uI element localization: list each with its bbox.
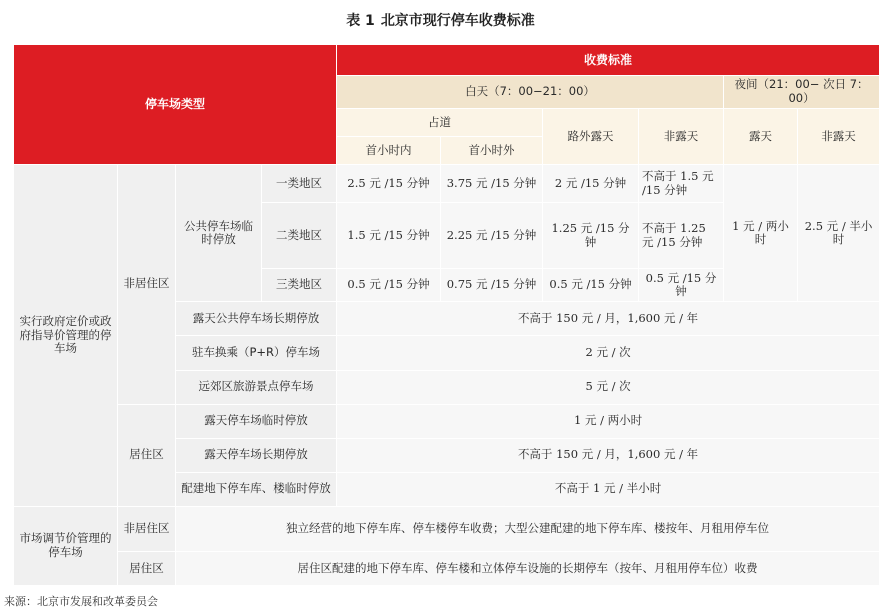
night-open-header: 露天 bbox=[724, 109, 798, 165]
first-hour-in-price: 2.5 元 /15 分钟 bbox=[337, 165, 441, 203]
row-value: 不高于 150 元 / 月，1,600 元 / 年 bbox=[337, 438, 880, 472]
row-label: 远郊区旅游景点停车场 bbox=[176, 370, 337, 404]
row-value: 不高于 1 元 / 半小时 bbox=[337, 472, 880, 506]
first-hour-out-price: 3.75 元 /15 分钟 bbox=[441, 165, 543, 203]
table-caption bbox=[0, 10, 887, 30]
zone-name: 二类地区 bbox=[262, 203, 337, 269]
offroad-open-price: 1.25 元 /15 分钟 bbox=[543, 203, 639, 269]
daytime-header: 白天（7：00−21：00） bbox=[337, 76, 724, 109]
caption-text: 北京市现行停车收费标准 bbox=[380, 13, 535, 29]
row-label: 露天停车场长期停放 bbox=[176, 438, 337, 472]
row-label: 露天停车场临时停放 bbox=[176, 404, 337, 438]
night-open-price: 1 元 / 两小时 bbox=[724, 165, 798, 302]
row-value: 1 元 / 两小时 bbox=[337, 404, 880, 438]
row-label: 露天公共停车场长期停放 bbox=[176, 302, 337, 336]
offroad-open-price: 2 元 /15 分钟 bbox=[543, 165, 639, 203]
offroad-covered-price: 不高于 1.5 元 /15 分钟 bbox=[639, 165, 724, 203]
night-covered-header: 非露天 bbox=[798, 109, 880, 165]
fee-standard-header: 收费标准 bbox=[337, 45, 880, 76]
row-value: 不高于 150 元 / 月，1,600 元 / 年 bbox=[337, 302, 880, 336]
non-residential-label: 非居住区 bbox=[118, 506, 176, 551]
caption-number: 表 1 bbox=[346, 13, 375, 29]
market-nonres-value: 独立经营的地下停车库、停车楼停车收费；大型公建配建的地下停车库、楼按年、月租用停车位 bbox=[176, 506, 880, 551]
zone-name: 一类地区 bbox=[262, 165, 337, 203]
first-hour-out-price: 0.75 元 /15 分钟 bbox=[441, 269, 543, 302]
first-hour-in-header: 首小时内 bbox=[337, 137, 441, 165]
first-hour-out-header: 首小时外 bbox=[441, 137, 543, 165]
zone-name: 三类地区 bbox=[262, 269, 337, 302]
offroad-covered-price: 不高于 1.25 元 /15 分钟 bbox=[639, 203, 724, 269]
first-hour-in-price: 1.5 元 /15 分钟 bbox=[337, 203, 441, 269]
offroad-covered-header: 非露天 bbox=[639, 109, 724, 165]
source-note: 来源：北京市发展和改革委员会 bbox=[4, 595, 158, 608]
on-road-header: 占道 bbox=[337, 109, 543, 137]
row-label: 驻车换乘（P+R）停车场 bbox=[176, 336, 337, 370]
offroad-open-header: 路外露天 bbox=[543, 109, 639, 165]
public-temp-label: 公共停车场临时停放 bbox=[176, 165, 262, 302]
parking-type-header: 停车场类型 bbox=[14, 45, 337, 165]
first-hour-out-price: 2.25 元 /15 分钟 bbox=[441, 203, 543, 269]
first-hour-in-price: 0.5 元 /15 分钟 bbox=[337, 269, 441, 302]
offroad-covered-price: 0.5 元 /15 分钟 bbox=[639, 269, 724, 302]
market-pricing-category: 市场调节价管理的停车场 bbox=[14, 506, 118, 585]
parking-fee-table bbox=[13, 44, 880, 586]
nighttime-header: 夜间（21：00− 次日 7：00） bbox=[724, 76, 880, 109]
night-covered-price: 2.5 元 / 半小时 bbox=[798, 165, 880, 302]
gov-pricing-category: 实行政府定价或政府指导价管理的停车场 bbox=[14, 165, 118, 507]
residential-label: 居住区 bbox=[118, 551, 176, 585]
non-residential-label: 非居住区 bbox=[118, 165, 176, 404]
row-value: 5 元 / 次 bbox=[337, 370, 880, 404]
row-value: 2 元 / 次 bbox=[337, 336, 880, 370]
row-label: 配建地下停车库、楼临时停放 bbox=[176, 472, 337, 506]
market-res-value: 居住区配建的地下停车库、停车楼和立体停车设施的长期停车（按年、月租用停车位）收费 bbox=[176, 551, 880, 585]
offroad-open-price: 0.5 元 /15 分钟 bbox=[543, 269, 639, 302]
residential-label: 居住区 bbox=[118, 404, 176, 506]
